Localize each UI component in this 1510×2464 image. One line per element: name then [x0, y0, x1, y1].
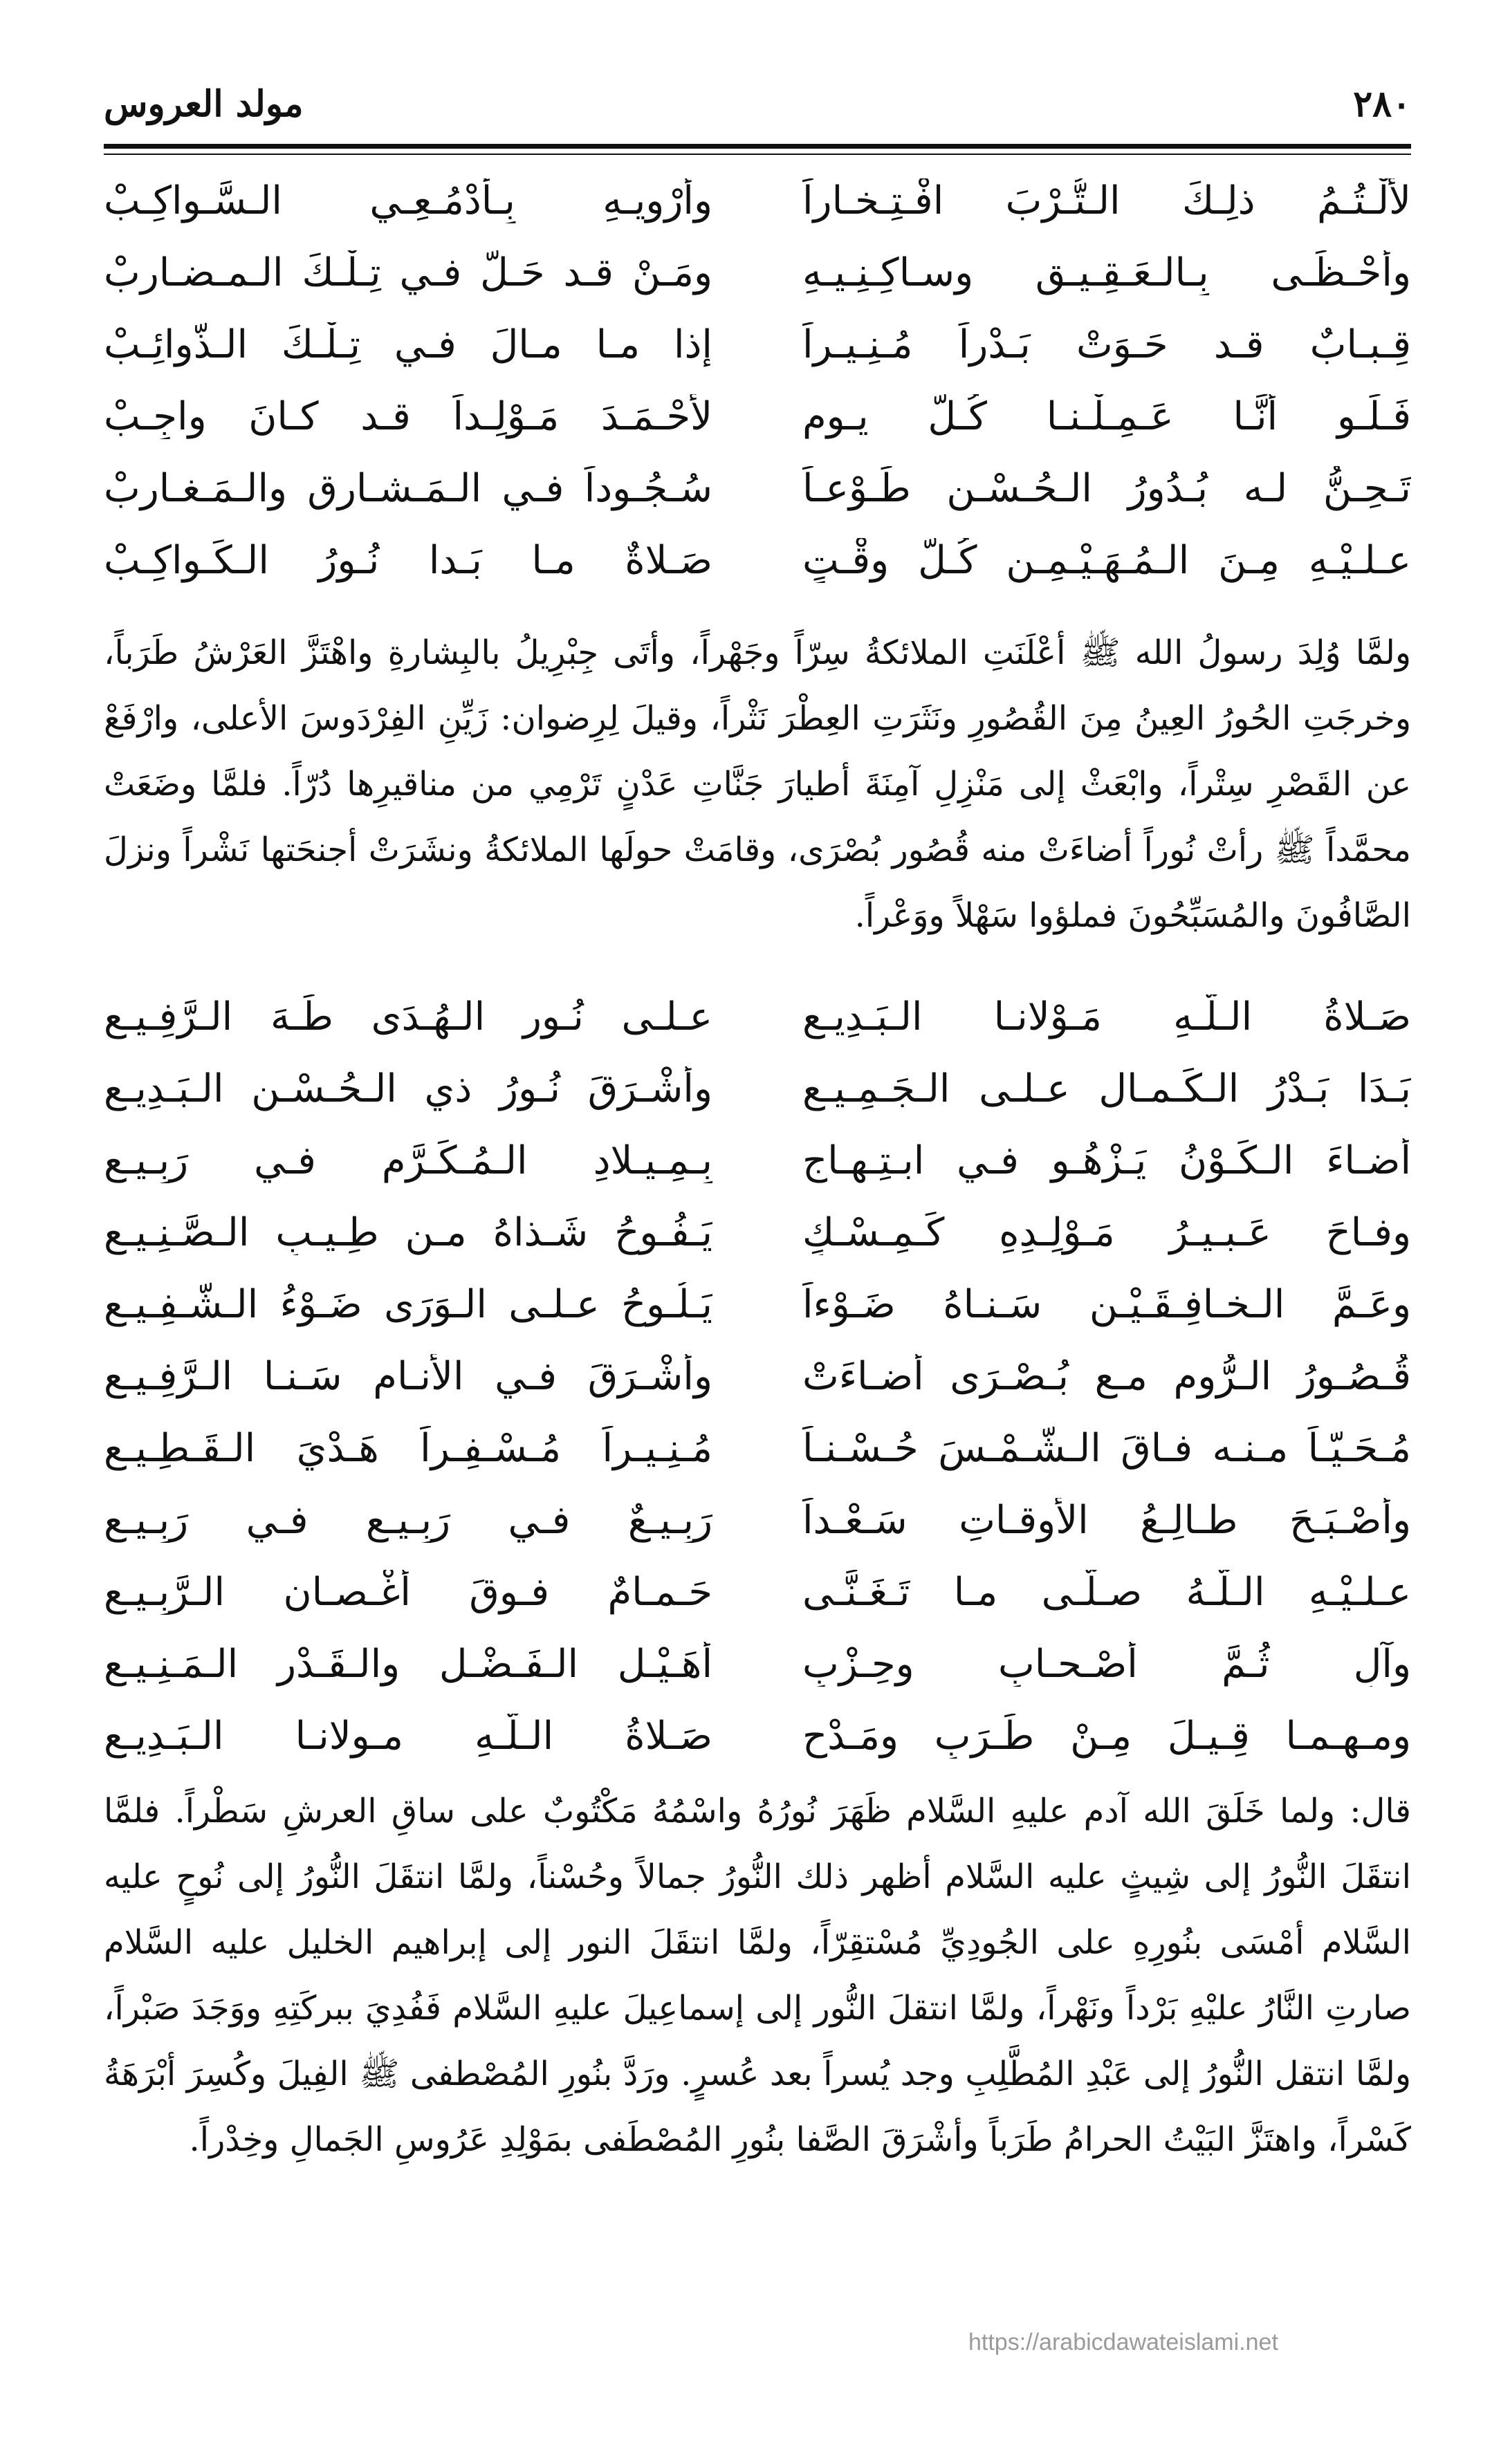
running-head	[104, 83, 1411, 145]
first-hemistich: أضـاءَ الـكَـوْنُ يَـزْهُـو فـي ابـتِـهـاجٍ	[802, 1138, 1411, 1183]
second-hemistich: يَـلُـوحُ عـلـى الـوَرَى ضَـوْءُ الـشَّـفِـيـعِ	[104, 1282, 712, 1327]
header-rule-thick	[104, 144, 1411, 149]
verse	[104, 1270, 1411, 1342]
second-hemistich: وأَرْوِيـهِ بِـأَدْمُـعِـي الـسَّـواكِـبْ	[104, 178, 712, 223]
second-hemistich: وأَشْـرَقَ نُـورُ ذي الـحُـسْـنِ الـبَـدِيـعِ	[104, 1066, 712, 1111]
first-hemistich: وآلٍ ثُـمَّ أصْـحـابٍ وحِـزْبٍ	[802, 1642, 1411, 1687]
verse	[104, 382, 1411, 454]
verse	[104, 1557, 1411, 1629]
verse	[104, 310, 1411, 382]
first-hemistich: ومـهـمـا قِـيـلَ مِـنْ طَـرَبٍ ومَـدْحٍ	[802, 1714, 1411, 1759]
first-hemistich: صَـلاةُ الـلَّـهِ مَـوْلانـا الـبَـدِيـعِ	[802, 994, 1411, 1039]
verse	[104, 526, 1411, 598]
book-page	[104, 0, 1411, 2464]
first-hemistich: وأصْـبَـحَ طـالِـعُ الأوقـاتِ سَـعْـداً	[802, 1498, 1411, 1543]
paragraph-transfer-of-light: قال: ولما خَلَقَ الله آدم عليهِ السَّلام ظَهَرَ نُورُهُ واسْمُهُ مَكْتُوبٌ على ساقِ العرشِ سَطْراً. فلمَّا انتقَلَ النُّورُ إلى شِيثٍ عليه السَّلام أظهر ذلك النُّورُ جمالاً وحُسْناً، ولمَّا انتقَلَ النُّورُ إلى نُوحٍ عليه السَّلام أمْسَى بنُورِهِ على الجُودِيِّ مُسْتقِرّاً، ولمَّا انتقَلَ النور إلى إبراهيم الخليل عليه السَّلام صارتِ النَّارُ عليْهِ بَرْداً ونَهْراً، ولمَّا انتقلَ النُّور إلى إسماعِيلَ عليهِ السَّلام فَفُدِيَ ببركَتِهِ ووَجَدَ صَبْراً، ولمَّا انتقل النُّورُ إلى عَبْدِ المُطَّلِبِ وجد يُسراً بعد عُسرٍ. ورَدَّ بنُورِ المُصْطفى ﷺ الفِيلَ وكُسِرَ أبْرَهَةُ كَسْراً، واهتَزَّ البَيْتُ الحرامُ طَرَباً وأشْرَقَ الصَّفا بنُورِ المُصْطَفى بمَوْلِدِ عَرُوسِ الجَمالِ وخِدْراً.	[104, 1792, 1411, 2159]
first-hemistich: قِـبـابٌ قـد حَـوَتْ بَـدْراً مُـنِـيـراً	[802, 322, 1411, 367]
poem-first	[104, 166, 1411, 598]
verse	[104, 1414, 1411, 1485]
first-hemistich: مُـحَـيّـاً مـنـه فـاقَ الـشَّـمْـسَ حُـسْـنـاً	[802, 1426, 1411, 1471]
second-hemistich: عـلـى نُـورِ الـهُـدَى طَـهَ الـرَّفِـيـعِ	[104, 994, 712, 1039]
first-hemistich: عـلـيْـهِ الـلَّـهُ صـلَّـى مـا تَـغَـنَّـى	[802, 1570, 1411, 1615]
verse	[104, 166, 1411, 238]
poem-second	[104, 982, 1411, 1773]
second-hemistich: صَـلاةٌ مـا بَـدا نُـورُ الـكَـواكِـبْ	[104, 538, 712, 583]
first-hemistich: عـلـيْـهِ مِـنَ الـمُـهَـيْـمِـنِ كُـلَّ وقْـتٍ	[802, 538, 1411, 583]
second-hemistich: أُهَـيْـلِ الـفَـضْـلِ والـقَـدْرِ الـمَـنِـيـعِ	[104, 1642, 712, 1687]
watermark-url: https://arabicdawateislami.net	[968, 2329, 1278, 2355]
second-hemistich: حَـمـامٌ فـوقَ أغْـصـانِ الـرَّبِـيـعِ	[104, 1570, 712, 1615]
second-hemistich: صَـلاةُ الـلَّـهِ مـولانـا الـبَـدِيـعِ	[104, 1714, 712, 1759]
first-hemistich: لأَلْـتُـمُ ذلِـكَ الـتُّـرْبَ افْـتِـخـاراً	[802, 178, 1411, 223]
verse	[104, 1342, 1411, 1414]
second-hemistich: رَبِـيـعٌ فـي رَبِـيـعٍ فـي رَبِـيـعِ	[104, 1498, 712, 1543]
page-number: ٢٨٠	[1353, 83, 1411, 125]
first-hemistich: فَـلَـو أنَّـا عَـمِـلْـنـا كُـلَّ يـوم	[802, 394, 1411, 439]
second-hemistich: مُـنِـيـراً مُـسْـفِـراً هَـدْيَ الـقَـطِـيـعِ	[104, 1426, 712, 1471]
first-hemistich: وفـاحَ عَـبـيـرُ مَـوْلِـدِهِ كَـمِـسْـكٍ	[802, 1210, 1411, 1255]
second-hemistich: ومَـنْ قـد حَـلَّ فـي تِـلْـكَ الـمـضـارِبْ	[104, 250, 712, 295]
paragraph-birth-of-prophet: ولمَّا وُلِدَ رسولُ الله ﷺ أعْلَنَتِ الملائكةُ سِرّاً وجَهْراً، وأتَى جِبْرِيلُ بالبِشارةِ واهْتَزَّ العَرْشُ طَرَباً، وخرجَتِ الحُورُ العِينُ مِنَ القُصُورِ ونَثَرَتِ العِطْرَ نَثْراً، وقيلَ لِرِضوان: زَيِّنِ الفِرْدَوسَ الأعلى، وارْفَعْ عن القَصْرِ سِتْراً، وابْعَثْ إلى مَنْزِلِ آمِنَةَ أطيارَ جَنَّاتِ عَدْنٍ تَرْمِي من مناقيرِها دُرّاً. فلمَّا وضَعَتْ محمَّداً ﷺ رأتْ نُوراً أضاءَتْ منه قُصُور بُصْرَى، وقامَتْ حولَها الملائكةُ ونشَرَتْ أجنحَتها نَشْراً ونزلَ الصَّافُونَ والمُسَبِّحُونَ فملؤوا سَهْلاً ووَعْراً.	[104, 633, 1412, 935]
first-hemistich: تَـحِـنُّ لـه بُـدُورُ الـحُـسْـنِ طَـوْعـاً	[802, 466, 1411, 511]
verse	[104, 1054, 1411, 1126]
second-hemistich: لأَحْـمَـدَ مَـوْلِـداً قـد كـانَ واجِـبْ	[104, 394, 712, 439]
first-hemistich: قُـصُـورُ الـرُّومِ مـع بُـصْـرَى أضـاءَتْ	[802, 1354, 1411, 1399]
second-hemistich: سُـجُـوداً فـي الـمَـشـارِقِ والـمَـغـارِبْ	[104, 466, 712, 511]
prose-section-2	[104, 1779, 1411, 2173]
first-hemistich: وعَـمَّ الـخـافِـقَـيْـنِ سَـنـاهُ ضَـوْءاً	[802, 1282, 1411, 1327]
prose-section-1	[104, 620, 1411, 949]
verse	[104, 1198, 1411, 1270]
verse	[104, 982, 1411, 1054]
book-title: مولد العروس	[104, 83, 304, 125]
second-hemistich: يَـفُـوحُ شَـذاهُ مـن طِـيـبِ الـصَّـنِـيـعِ	[104, 1210, 712, 1255]
verse	[104, 1701, 1411, 1773]
header-rule-thin	[104, 154, 1411, 155]
verse	[104, 238, 1411, 310]
second-hemistich: بِـمِـيـلادِ الـمُـكَـرَّمِ فـي رَبِـيـعِ	[104, 1138, 712, 1183]
first-hemistich: بَـدَا بَـدْرُ الـكَـمـالِ عـلـى الـجَـمِـيـعِ	[802, 1066, 1411, 1111]
verse	[104, 1485, 1411, 1557]
first-hemistich: وأَحْـظَـى بِـالـعَـقِـيـقِ وسـاكِـنِـيـهِ	[802, 250, 1411, 295]
second-hemistich: إذا مـا مـالَ فـي تِـلْـكَ الـذَّوائِـبْ	[104, 322, 712, 367]
second-hemistich: وأشْـرَقَ فـي الأنـامِ سَـنـا الـرَّفِـيـعِ	[104, 1354, 712, 1399]
verse	[104, 454, 1411, 526]
verse	[104, 1629, 1411, 1701]
verse	[104, 1126, 1411, 1198]
